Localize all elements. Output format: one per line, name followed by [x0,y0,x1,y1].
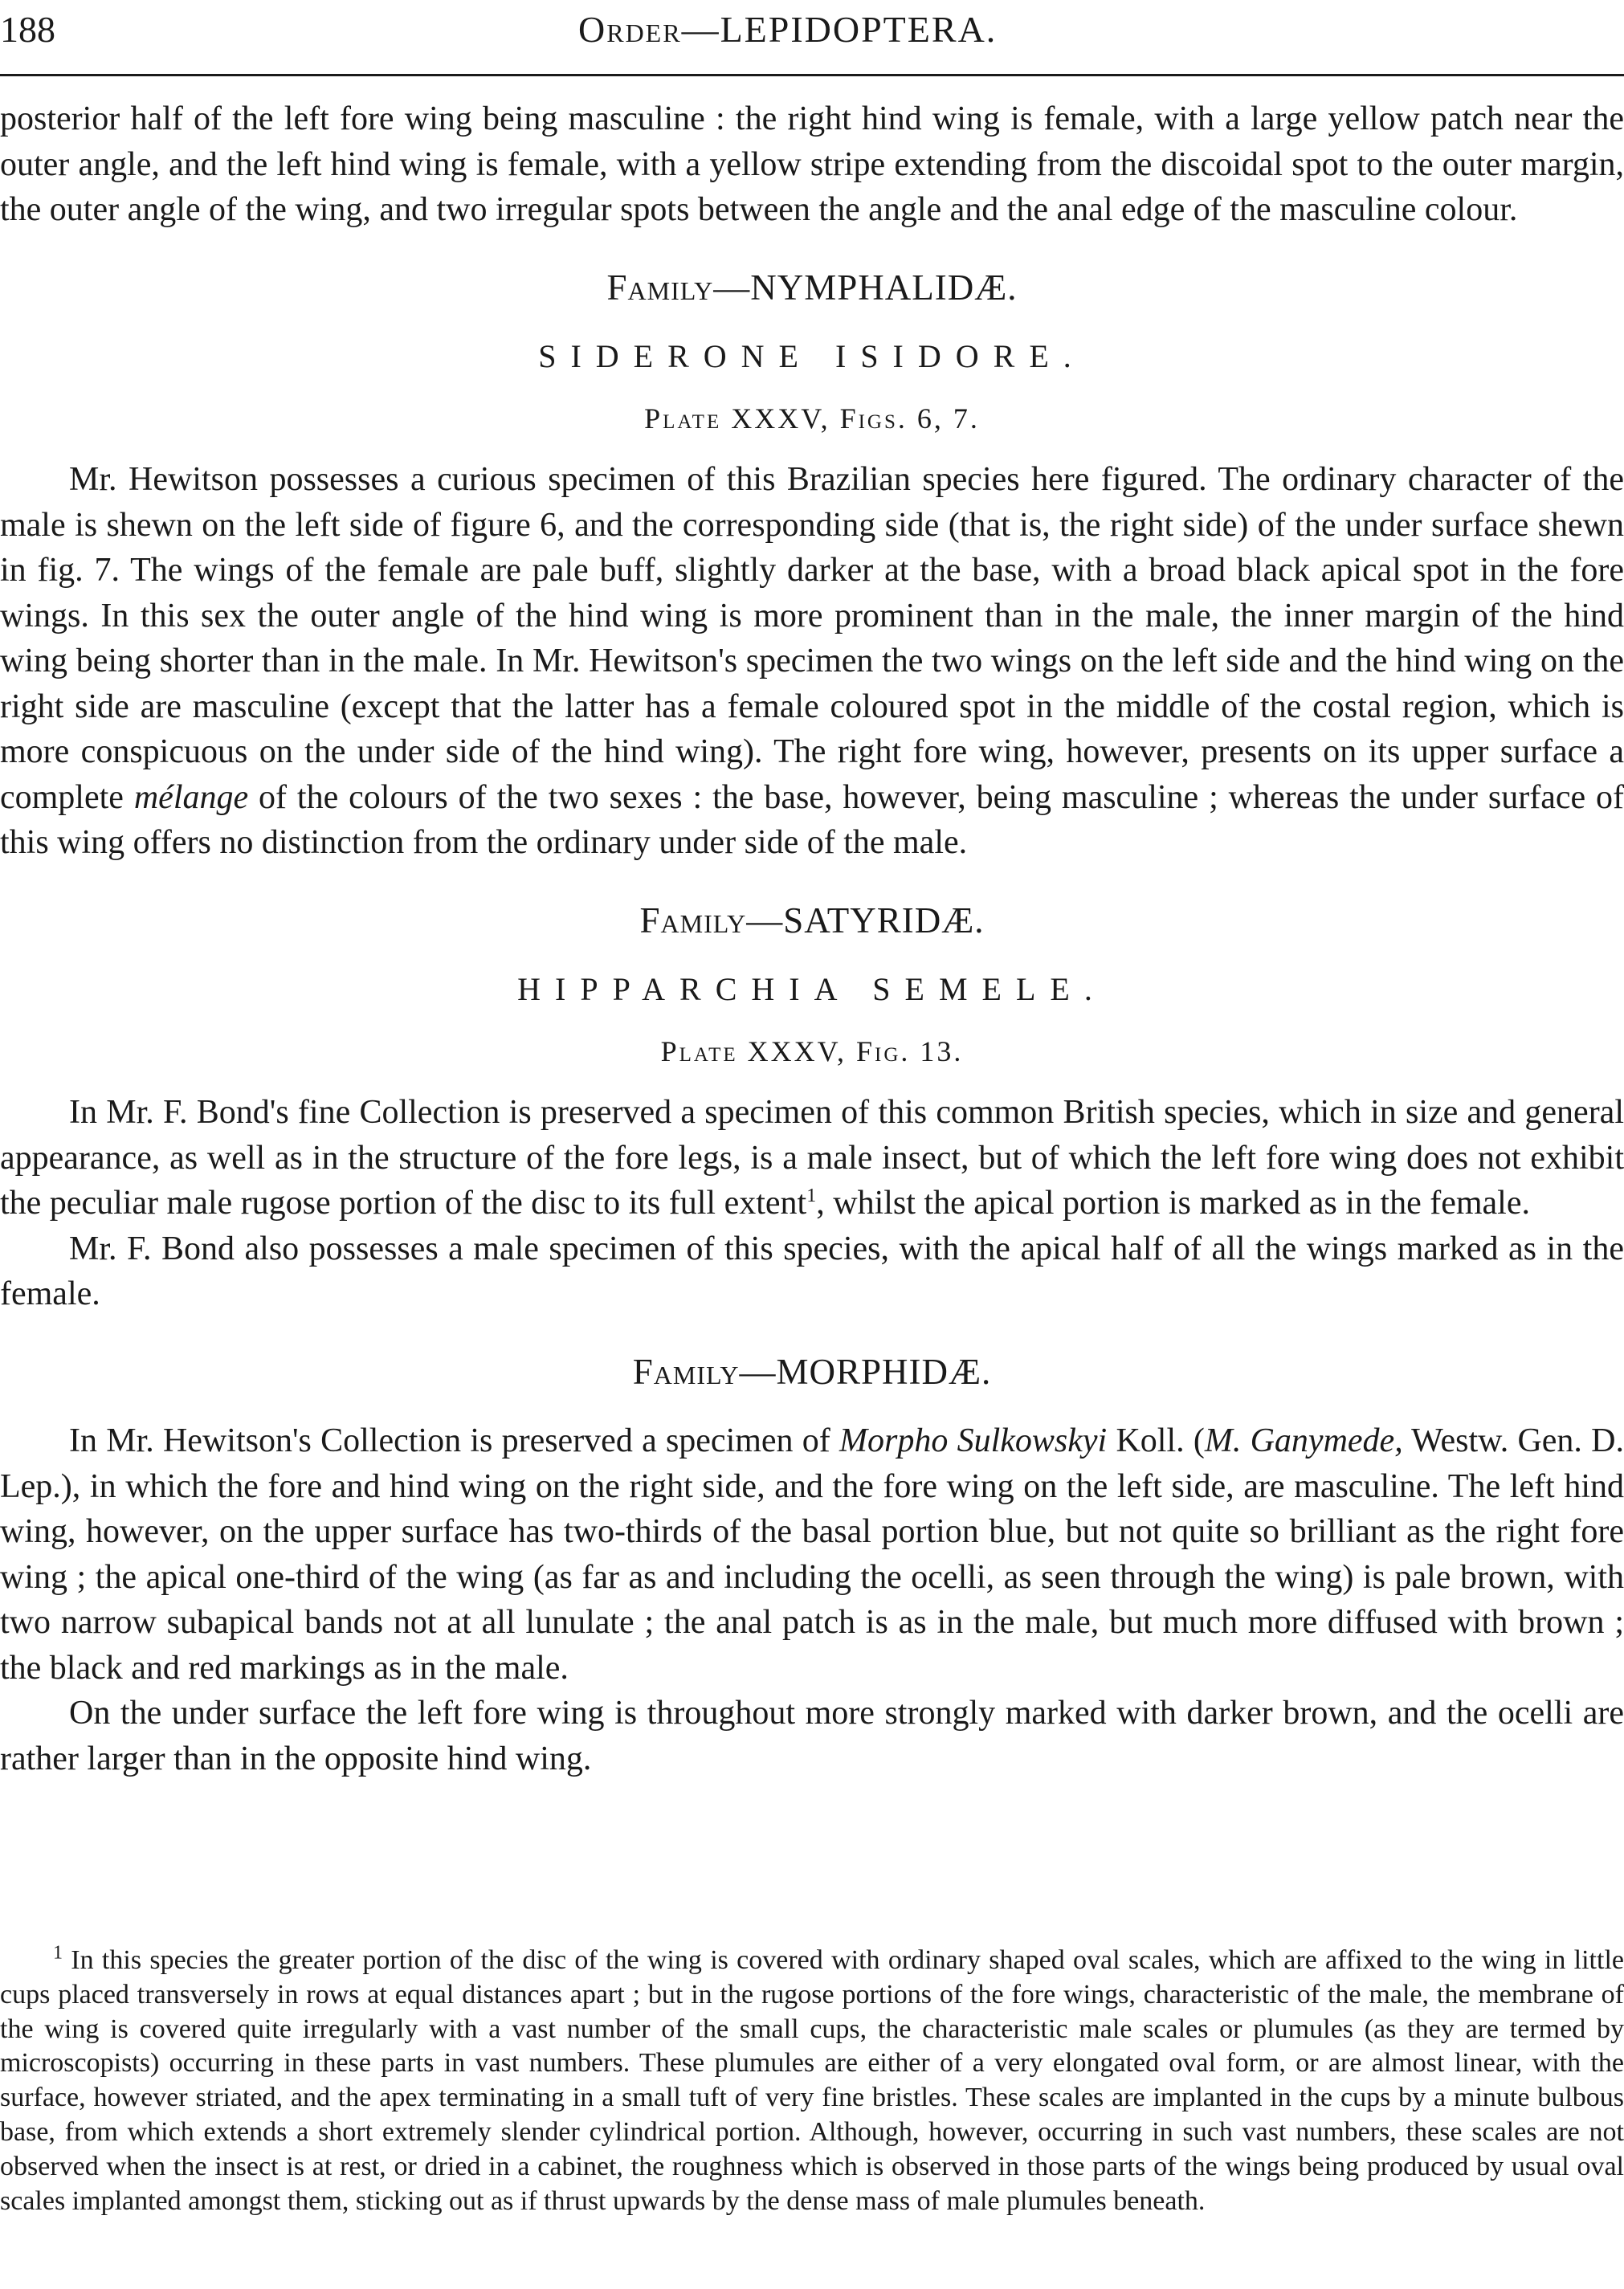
italic-species: M. Ganymede, [1204,1422,1403,1459]
footnote-number: 1 [53,1942,63,1964]
paragraph-siderone [0,457,1624,866]
paragraph-morpho-1 [0,1418,1624,1691]
italic-term: mélange [133,778,249,816]
family-heading-nymphalidae: Family—NYMPHALIDÆ. [606,267,1018,308]
paragraph-text: Mr. Hewitson possesses a curious specimen of this Brazilian species here figured. The ordinary character of the male is shewn on the left side of figure 6, and the corresponding side (that is, the right side) of the under surface shewn in fig. 7. The wings of the female are pale buff, slightly darker at the base, with a broad black apical spot in the fore wings. In this sex the outer angle of the hind wing is more prominent than in the male, the inner margin of the hind wing being shorter than in the male. In Mr. Hewitson's specimen the two wings on the left side and the hind wing on the right side are masculine (except that the latter has a female coloured spot in the middle of the costal region, which is more conspicuous on the under side of the hind wing). The right fore wing, however, presents on its upper surface a complete [0,461,1624,816]
footnote-marker: 1 [806,1185,817,1206]
intro-paragraph: posterior half of the left fore wing being masculine : the right hind wing is female, with a large yellow patch near the outer angle, and the left hind wing is female, with a yellow stripe extending from the discoidal spot to the outer margin, the outer angle of the wing, and two irregular spots between the angle and the anal edge of the masculine colour. [0,100,1624,228]
paragraph-text-end: of the colours of the two sexes : the base, however, being masculine ; whereas the under surface of this wing offers no distinction from the ordinary under side of the male. [0,778,1624,861]
running-header [0,8,1624,64]
plate-reference-1: Plate XXXV, Figs. 6, 7. [644,402,980,435]
italic-species: Morpho Sulkowskyi [839,1422,1108,1459]
paragraph-morpho-2: On the under surface the left fore wing is throughout more strongly marked with darker brown, and the ocelli are rather larger than in the opposite hind wing. [0,1695,1624,1777]
paragraph-text: Westw. Gen. D. Lep.), in which the fore and hind wing on the right side, and the fore wing on the left side, are masculine. The left hind wing, however, on the upper surface has two-thirds of the basal portion blue, but not quite so brilliant as the right fore wing ; the apical one-third of the wing (as far as and including the ocelli, as seen through the wing) is pale brown, with two narrow subapical bands not at all lunulate ; the anal patch is as in the male, but much more diffused with brown ; the black and red markings as in the male. [0,1422,1624,1687]
footnote [0,1944,1624,2218]
paragraph-text: In Mr. F. Bond's fine Collection is preserved a specimen of this common British species, which in size and general appearance, as well as in the structure of the fore legs, is a male insect, but of which the left fore wing does not exhibit the peculiar male rugose portion of the disc to its full extent [0,1094,1624,1222]
header-rule [0,74,1624,76]
species-heading-hipparchia-semele: HIPPARCHIA SEMELE. [517,971,1107,1007]
paragraph-text-end: , whilst the apical portion is marked as in the female. [816,1185,1530,1222]
page-number: 188 [0,9,55,50]
running-title: Order—LEPIDOPTERA. [578,9,998,50]
plate-reference-2: Plate XXXV, Fig. 13. [660,1034,964,1067]
family-heading-satyridae: Family—SATYRIDÆ. [639,900,985,940]
species-heading-siderone-isidore: SIDERONE ISIDORE. [538,338,1086,374]
family-heading-morphidae: Family—MORPHIDÆ. [632,1351,992,1392]
paragraph-hipparchia-1 [0,1090,1624,1226]
footnote-text: In this species the greater portion of the disc of the wing is covered with ordinary shaped oval scales, which are affixed to the wing in little cups placed transversely in rows at equal distances apart ; but in the rugose portions of the fore wings, characteristic of the male, the membrane of the wing is covered quite irregularly with a vast number of the small cups, the characteristic male scales or plumules (as they are termed by microscopists) occurring in these parts in vast numbers. These plumules are either of a very elongated oval form, or are almost linear, with the surface, however striated, and the apex terminating in a small tuft of very fine bristles. These scales are implanted in the cups by a minute bulbous base, from which extends a short extremely slender cylindrical portion. Although, however, occurring in such vast numbers, these scales are not observed when the insect is at rest, or dried in a cabinet, the roughness which is observed in those parts of the wings being produced by usual oval scales implanted amongst them, sticking out as if thrust upwards by the dense mass of male plumules beneath. [0,1945,1624,2216]
paragraph-text: In Mr. Hewitson's Collection is preserved a specimen of [69,1422,840,1459]
main-text [0,96,1624,1781]
footnote-paragraph [0,1944,1624,2218]
paragraph-hipparchia-2: Mr. F. Bond also possesses a male specimen of this species, with the apical half of all the wings marked as in the female. [0,1230,1624,1312]
paragraph-text: Koll. ( [1107,1422,1205,1459]
